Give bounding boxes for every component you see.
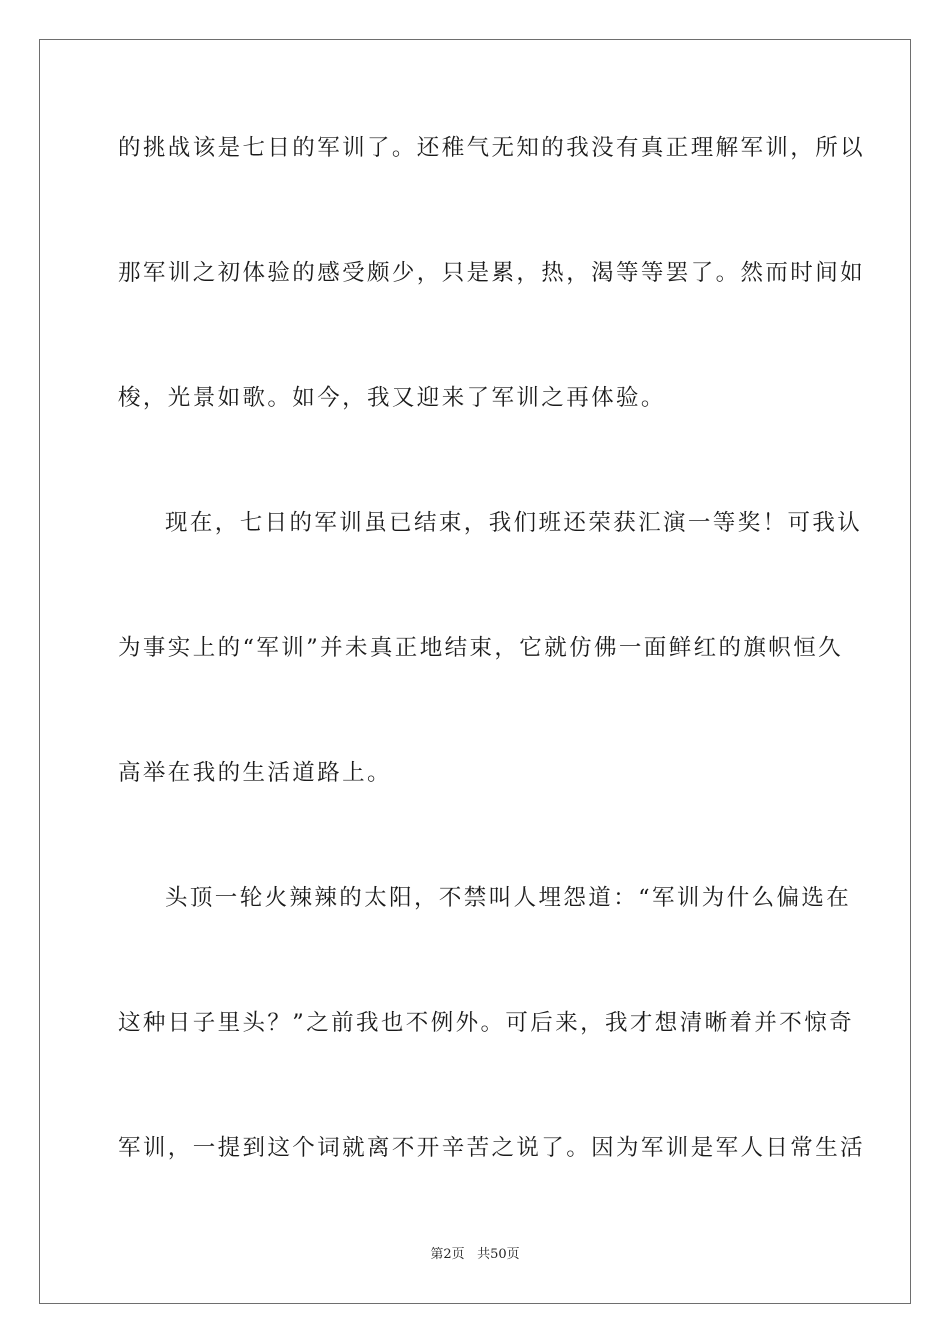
paragraph-line: 梭，光景如歌。如今，我又迎来了军训之再体验。	[118, 385, 666, 411]
paragraph-line: 那军训之初体验的感受颇少，只是累，热，渴等等罢了。然而时间如	[118, 260, 866, 286]
paragraph-line: 这种日子里头？”之前我也不例外。可后来，我才想清晰着并不惊奇	[118, 1010, 855, 1036]
page-border	[39, 39, 911, 1304]
total-pages: 共50页	[477, 1247, 520, 1262]
paragraph-line: 为事实上的“军训”并未真正地结束，它就仿佛一面鲜红的旗帜恒久	[118, 635, 844, 661]
paragraph-line: 头顶一轮火辣辣的太阳，不禁叫人埋怨道：“军训为什么偏选在	[165, 885, 852, 911]
paragraph-line: 现在，七日的军训虽已结束，我们班还荣获汇演一等奖！可我认	[165, 510, 863, 536]
paragraph-line: 军训，一提到这个词就离不开辛苦之说了。因为军训是军人日常生活	[118, 1135, 866, 1161]
paragraph-line: 的挑战该是七日的军训了。还稚气无知的我没有真正理解军训，所以	[118, 135, 866, 161]
paragraph-line: 高举在我的生活道路上。	[118, 760, 392, 786]
page-number: 第2页	[430, 1247, 465, 1262]
page-footer	[0, 1246, 950, 1264]
